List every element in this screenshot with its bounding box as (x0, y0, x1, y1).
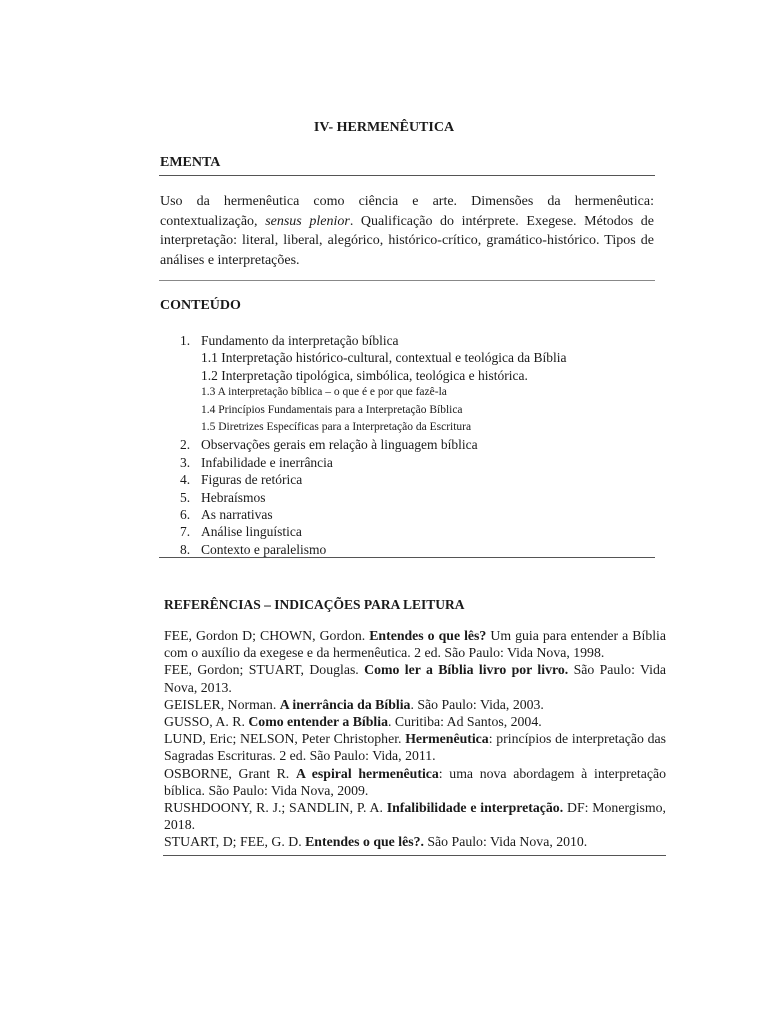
ementa-text-part1: Uso da hermenêutica como ciência e arte. Dimensões da hermenêutica: contextualização, (160, 194, 654, 229)
referencias-list (164, 627, 666, 851)
reference-entry: GEISLER, Norman. A inerrância da Bíblia. São Paulo: Vida, 2003. (164, 696, 544, 712)
list-subitem: 1.1 Interpretação histórico-cultural, contextual e teológica da Bíblia (201, 350, 567, 366)
page-title: IV- HERMENÊUTICA (313, 120, 455, 135)
list-subitem: 1.5 Diretrizes Específicas para a Interpretação da Escritura (201, 421, 472, 434)
ementa-heading: EMENTA (160, 155, 221, 170)
reference-entry: FEE, Gordon D; CHOWN, Gordon. Entendes o que lês? Um guia para entender a Bíblia com o auxílio da exegese e da hermenêutica. 2 ed. São Paulo: Vida Nova, 1998. (164, 628, 667, 661)
referencias-heading: REFERÊNCIAS – INDICAÇÕES PARA LEITURA (164, 597, 465, 612)
list-item: 5. Hebraísmos (180, 489, 266, 505)
ementa-text (160, 192, 654, 270)
ementa-text-part2: . Qualificação do intérprete. Exegese. Métodos de interpretação: literal, liberal, alegórico, histórico-crítico, gramático-histórico. Tipos de análises e interpretações. (160, 213, 655, 268)
reference-entry: GUSSO, A. R. Como entender a Bíblia. Curitiba: Ad Santos, 2004. (164, 714, 542, 730)
reference-entry: STUART, D; FEE, G. D. Entendes o que lês?. São Paulo: Vida Nova, 2010. (164, 834, 588, 850)
referencias-bottom-rule (163, 855, 666, 856)
list-item: 4. Figuras de retórica (180, 472, 303, 488)
ementa-italic: sensus plenior (265, 213, 350, 229)
reference-entry: LUND, Eric; NELSON, Peter Christopher. Hermenêutica: princípios de interpretação das Sagradas Escrituras. 2 ed. São Paulo: Vida, 2011. (164, 731, 666, 764)
ementa-rule (159, 175, 655, 176)
list-subitem: 1.2 Interpretação tipológica, simbólica, teológica e histórica. (201, 367, 528, 383)
list-item: 8. Contexto e paralelismo (180, 541, 327, 557)
conteudo-bottom-rule (159, 557, 655, 558)
reference-entry: OSBORNE, Grant R. A espiral hermenêutica: uma nova abordagem à interpretação bíblica. São Paulo: Vida Nova, 2009. (164, 765, 666, 798)
list-subitem: 1.3 A interpretação bíblica – o que é e por que fazê-la (201, 386, 447, 399)
list-subitem: 1.4 Princípios Fundamentais para a Interpretação Bíblica (201, 403, 463, 416)
reference-entry: FEE, Gordon; STUART, Douglas. Como ler a Bíblia livro por livro. São Paulo: Vida Nova, 2013. (164, 662, 667, 695)
list-item: 6. As narrativas (180, 507, 273, 523)
list-item: 7. Análise linguística (180, 524, 302, 540)
reference-entry: RUSHDOONY, R. J.; SANDLIN, P. A. Infalibilidade e interpretação. DF: Monergismo, 2018. (164, 800, 666, 833)
list-item: 3. Infabilidade e inerrância (180, 454, 333, 470)
list-item: 2. Observações gerais em relação à linguagem bíblica (180, 437, 478, 453)
conteudo-list (180, 332, 566, 558)
ementa-bottom-rule (159, 280, 655, 281)
list-item: 1. Fundamento da interpretação bíblica (180, 333, 399, 348)
conteudo-heading: CONTEÚDO (160, 298, 241, 313)
